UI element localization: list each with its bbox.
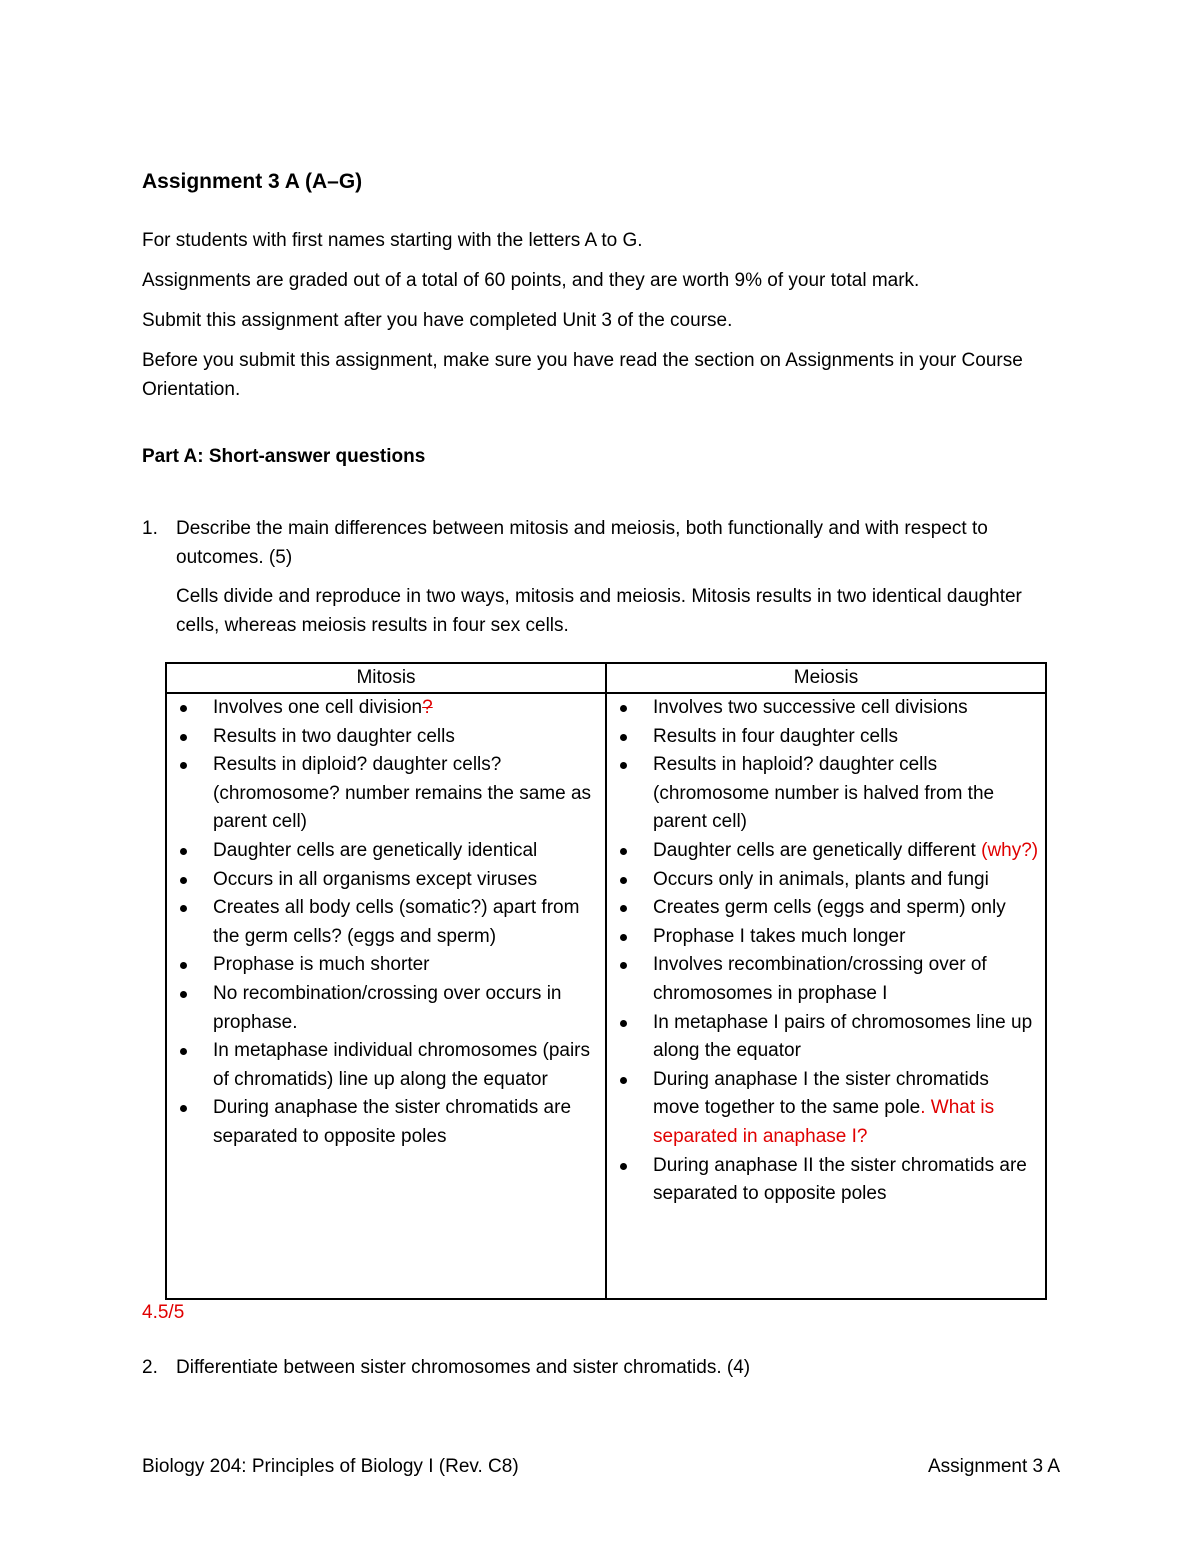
list-item: Creates all body cells (somatic?) apart from the germ cells? (eggs and sperm): [173, 894, 599, 951]
intro: [142, 226, 1060, 415]
page-footer: [142, 1456, 1060, 1478]
list-item: Results in haploid? daughter cells (chromosome number is halved from the parent cell): [613, 751, 1039, 837]
list-item: No recombination/crossing over occurs in prophase.: [173, 980, 599, 1037]
mitosis-list: [173, 694, 599, 1152]
annotation-mark: ?: [422, 697, 433, 718]
list-item: Creates germ cells (eggs and sperm) only: [613, 894, 1039, 923]
list-item: During anaphase II the sister chromatids are separated to opposite poles: [613, 1152, 1039, 1209]
intro-paragraph: Assignments are graded out of a total of 60 points, and they are worth 9% of your total mark.: [142, 270, 920, 291]
list-item: Prophase is much shorter: [173, 951, 599, 980]
answer-text: Cells divide and reproduce in two ways, mitosis and meiosis. Mitosis results in two identical daughter cells, whereas meiosis results in four sex cells.: [176, 586, 1022, 636]
annotation-comment: . What is separated in anaphase I?: [653, 1097, 995, 1147]
intro-paragraph: For students with first names starting with the letters A to G.: [142, 230, 643, 251]
list-item: Involves two successive cell divisions: [613, 694, 1039, 723]
question-2: [142, 1353, 1060, 1382]
meiosis-cell: [606, 693, 1046, 1299]
footer-course: Biology 204: Principles of Biology I (Rev. C8): [142, 1456, 519, 1477]
page-title: Assignment 3 A (A–G): [142, 170, 363, 193]
question-text: Describe the main differences between mitosis and meiosis, both functionally and with respect to outcomes. (5): [176, 518, 988, 568]
list-item: In metaphase individual chromosomes (pairs of chromatids) line up along the equator: [173, 1037, 599, 1094]
list-item: Prophase I takes much longer: [613, 923, 1039, 952]
intro-paragraph: Before you submit this assignment, make sure you have read the section on Assignments in your Course Orientation.: [142, 350, 1023, 400]
list-item: During anaphase I the sister chromatids move together to the same pole. What is separated in anaphase I?: [613, 1066, 1039, 1152]
list-item: Results in diploid? daughter cells? (chromosome? number remains the same as parent cell): [173, 751, 599, 837]
question-number: 2.: [142, 1357, 158, 1378]
list-item: Occurs in all organisms except viruses: [173, 866, 599, 895]
list-item: Involves one cell division?: [173, 694, 599, 723]
footer-assignment: Assignment 3 A: [927, 1456, 1060, 1477]
list-item: Results in two daughter cells: [173, 723, 599, 752]
question-text: Differentiate between sister chromosomes and sister chromatids. (4): [176, 1357, 751, 1378]
mitosis-cell: [166, 693, 606, 1299]
intro-paragraph: Submit this assignment after you have completed Unit 3 of the course.: [142, 310, 733, 331]
column-header-meiosis: Meiosis: [606, 663, 1046, 693]
list-item: During anaphase the sister chromatids are separated to opposite poles: [173, 1094, 599, 1151]
list-item: Daughter cells are genetically identical: [173, 837, 599, 866]
question-1: [142, 514, 1060, 640]
meiosis-list: [613, 694, 1039, 1209]
score-annotation: 4.5/5: [142, 1302, 185, 1323]
document-page: [142, 0, 1060, 1553]
list-item: Occurs only in animals, plants and fungi: [613, 866, 1039, 895]
comparison-table: [165, 662, 1047, 1300]
annotation-comment: (why?): [981, 839, 1039, 861]
list-item: In metaphase I pairs of chromosomes line up along the equator: [613, 1009, 1039, 1066]
question-number: 1.: [142, 518, 158, 539]
list-item: Results in four daughter cells: [613, 723, 1039, 752]
list-item: Involves recombination/crossing over of chromosomes in prophase I: [613, 951, 1039, 1008]
list-item: Daughter cells are genetically different (why?): [613, 837, 1039, 866]
section-heading: Part A: Short-answer questions: [142, 446, 426, 467]
column-header-mitosis: Mitosis: [166, 663, 606, 693]
